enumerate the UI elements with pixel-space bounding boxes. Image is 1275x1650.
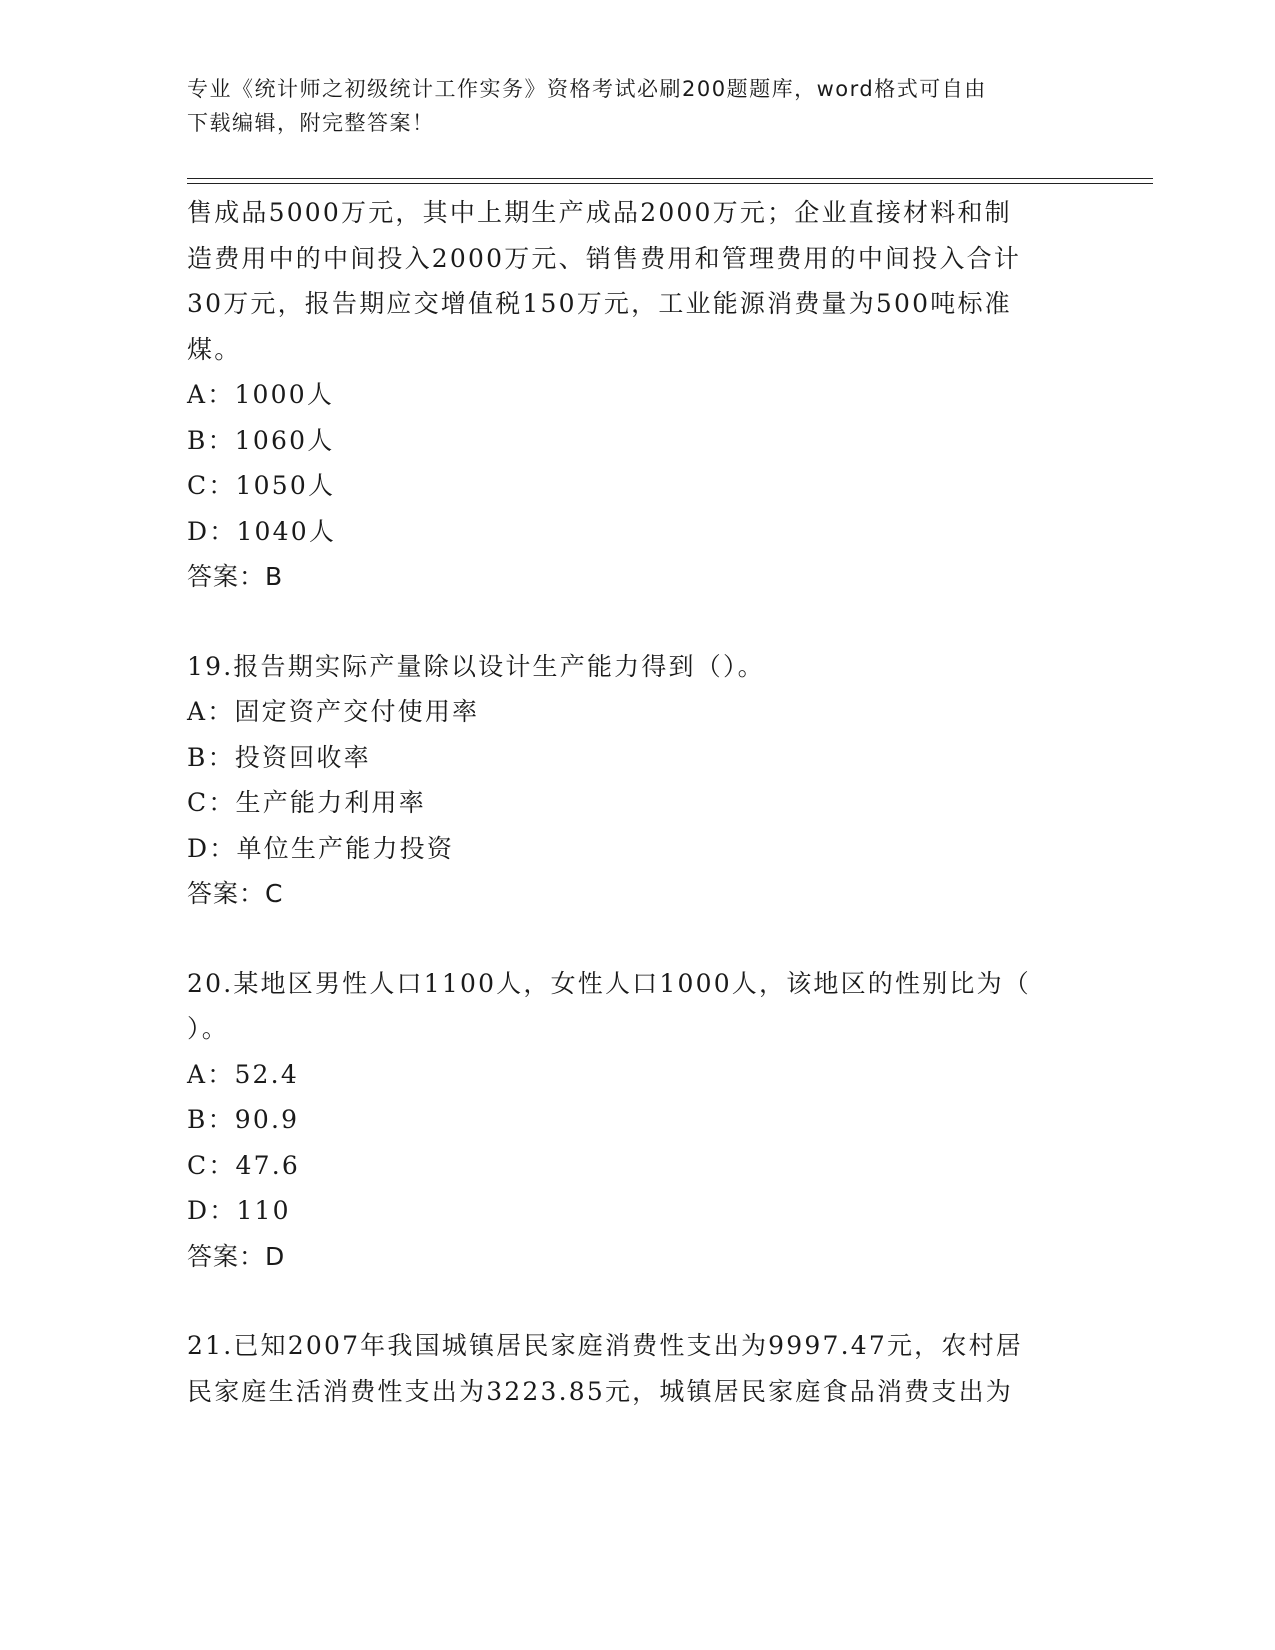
spacer: [187, 600, 1087, 644]
document-header: [187, 72, 1067, 140]
option-a: A：固定资产交付使用率: [187, 697, 480, 726]
option-a: A：1000人: [187, 380, 335, 409]
question-text-line: 售成品5000万元，其中上期生产成品2000万元；企业直接材料和制: [187, 198, 1012, 227]
question-stem: ）。: [187, 1014, 229, 1043]
header-divider-bottom: [187, 183, 1153, 184]
option-c: C：生产能力利用率: [187, 788, 426, 817]
option-d: D：1040人: [187, 516, 337, 546]
question-stem: 民家庭生活消费性支出为3223.85元，城镇居民家庭食品消费支出为: [187, 1376, 1013, 1406]
spacer: [187, 1279, 1087, 1323]
question-text-line: 造费用中的中间投入2000万元、销售费用和管理费用的中间投入合计: [187, 243, 1022, 273]
option-a: A：52.4: [187, 1059, 299, 1089]
option-d: D：单位生产能力投资: [187, 833, 455, 863]
header-divider-top: [187, 178, 1153, 179]
question-stem: 21.已知2007年我国城镇居民家庭消费性支出为9997.47元，农村居: [187, 1331, 1023, 1360]
option-b: B：90.9: [187, 1105, 300, 1134]
answer-line: 答案：C: [187, 879, 284, 908]
header-line-1: 专业《统计师之初级统计工作实务》资格考试必刷200题题库，word格式可自由: [187, 77, 987, 101]
question-20: [187, 961, 1087, 1280]
question-19: [187, 644, 1087, 917]
answer-line: 答案：D: [187, 1241, 286, 1271]
question-stem: 19.报告期实际产量除以设计生产能力得到（）。: [187, 651, 765, 681]
option-b: B：投资回收率: [187, 742, 371, 772]
option-c: C：1050人: [187, 471, 336, 500]
option-b: B：1060人: [187, 425, 335, 455]
question-text-line: 30万元，报告期应交增值税150万元，工业能源消费量为500吨标准: [187, 289, 1012, 318]
option-d: D：110: [187, 1196, 291, 1225]
header-line-2: 下载编辑，附完整答案！: [187, 111, 435, 135]
question-stem: 20.某地区男性人口1100人，女性人口1000人，该地区的性别比为（: [187, 968, 1032, 998]
question-21: [187, 1323, 1087, 1414]
answer-line: 答案：B: [187, 562, 284, 591]
spacer: [187, 917, 1087, 961]
question-18: [187, 190, 1087, 600]
question-text-line: 煤。: [187, 334, 242, 364]
document-body: [187, 190, 1087, 1414]
option-c: C：47.6: [187, 1150, 300, 1180]
